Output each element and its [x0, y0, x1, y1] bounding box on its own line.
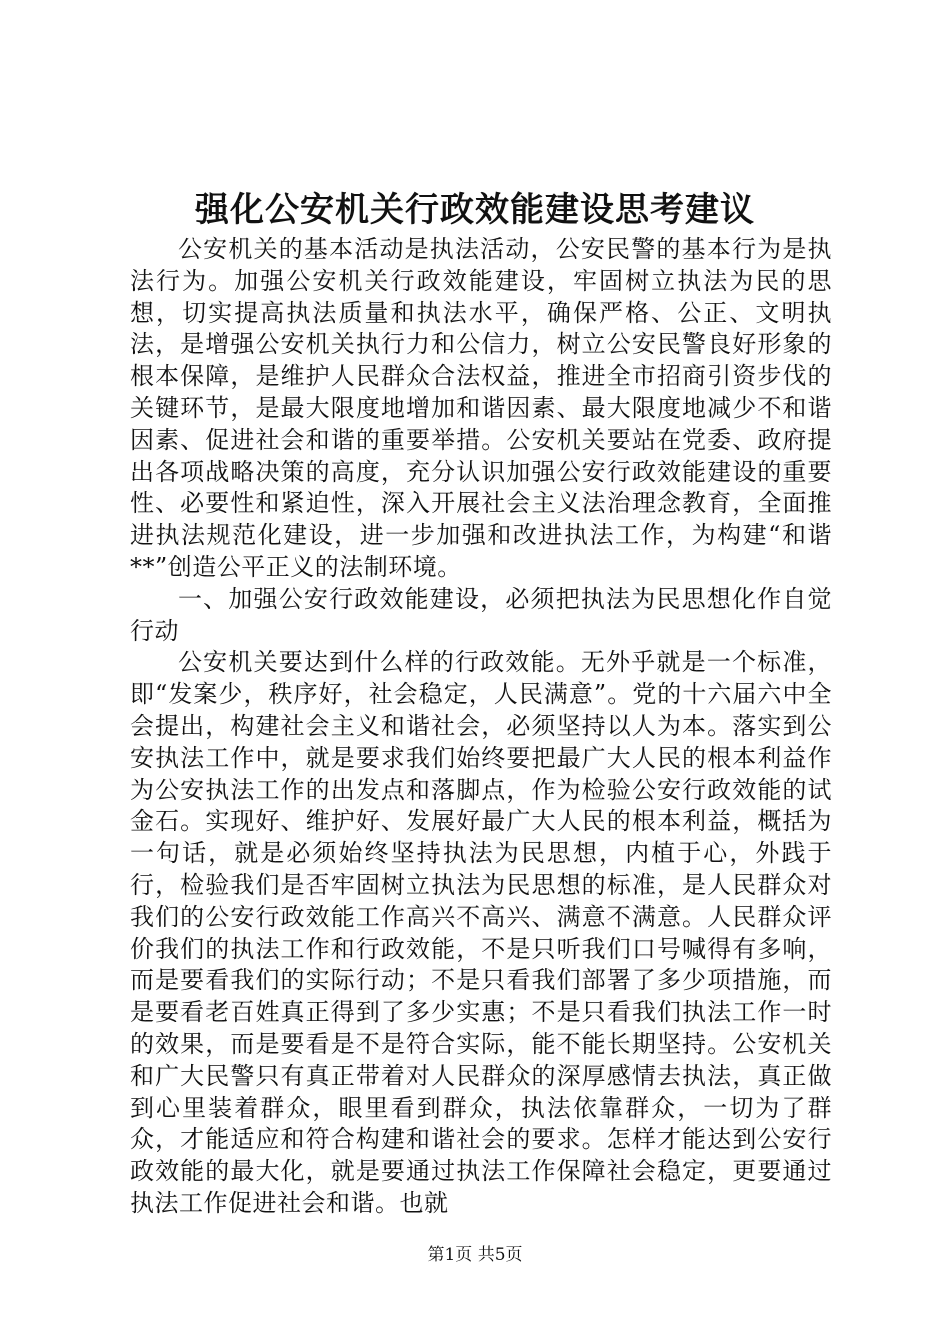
- paragraph: 公安机关的基本活动是执法活动，公安民警的基本行为是执法行为。加强公安机关行政效能建设，牢固树立执法为民的思想，切实提高执法质量和执法水平，确保严格、公正、文明执法，是增强公安机关执行力和公信力，树立公安民警良好形象的根本保障，是维护人民群众合法权益，推进全市招商引资步伐的关键环节，是最大限度地增加和谐因素、最大限度地减少不和谐因素、促进社会和谐的重要举措。公安机关要站在党委、政府提出各项战略决策的高度，充分认识加强公安行政效能建设的重要性、必要性和紧迫性，深入开展社会主义法治理念教育，全面推进执法规范化建设，进一步加强和改进执法工作，为构建“和谐**”创造公平正义的法制环境。: [130, 235, 832, 581]
- document-title: 强化公安机关行政效能建设思考建议: [195, 190, 755, 230]
- section-heading: 一、加强公安行政效能建设，必须把执法为民思想化作自觉行动: [130, 584, 832, 645]
- page-number: 第1页 共5页: [427, 1245, 523, 1265]
- paragraph: 公安机关要达到什么样的行政效能。无外乎就是一个标准，即“发案少，秩序好，社会稳定，人民满意”。党的十六届六中全会提出，构建社会主义和谐社会，必须坚持以人为本。落实到公安执法工作中，就是要求我们始终要把最广大人民的根本利益作为公安执法工作的出发点和落脚点，作为检验公安行政效能的试金石。实现好、维护好、发展好最广大人民的根本利益，概括为一句话，就是必须始终坚持执法为民思想，内植于心，外践于行，检验我们是否牢固树立执法为民思想的标准，是人民群众对我们的公安行政效能工作高兴不高兴、满意不满意。人民群众评价我们的执法工作和行政效能，不是只听我们口号喊得有多响，而是要看我们的实际行动；不是只看我们部署了多少项措施，而是要看老百姓真正得到了多少实惠；不是只看我们执法工作一时的效果，而是要看是不是符合实际，能不能长期坚持。公安机关和广大民警只有真正带着对人民群众的深厚感情去执法，真正做到心里装着群众，眼里看到群众，执法依靠群众，一切为了群众，才能适应和符合构建和谐社会的要求。怎样才能达到公安行政效能的最大化，就是要通过执法工作保障社会稳定，更要通过执法工作促进社会和谐。也就: [130, 648, 832, 1217]
- document-body: [130, 234, 832, 1220]
